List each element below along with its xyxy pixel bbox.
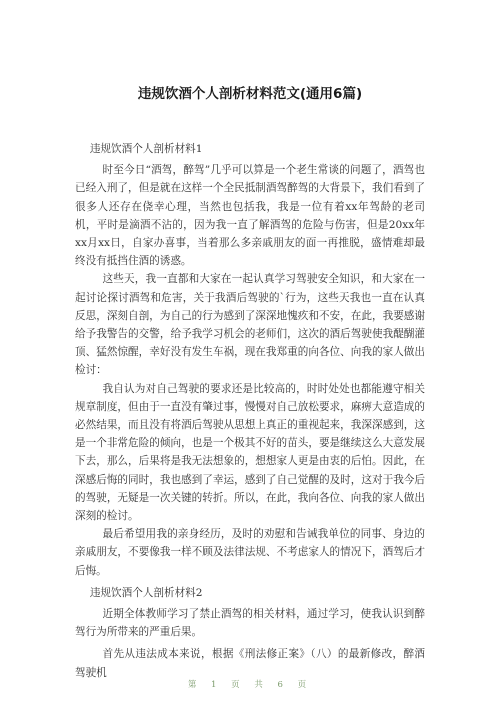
paragraph: 近期全体教师学习了禁止酒驾的相关材料，通过学习，使我认识到醉驾行为所带来的严重后果。 — [75, 608, 425, 639]
paragraph: 首先从违法成本来说，根据《刑法修正案》（八）的最新修改，醉酒驾驶机 — [75, 648, 425, 679]
paragraph: 最后希望用我的亲身经历，及时的劝慰和告诫我单位的同事、身边的亲戚朋友，不要像我一样不顾及法律法规、不考虑家人的情况下，酒驾后才后悔。 — [75, 528, 425, 577]
paragraph: 我自认为对自己驾驶的要求还是比较高的，时时处处也都能遵守相关规章制度，但由于一直没有肇过事，慢慢对自己放松要求，麻痹大意造成的必然结果，而且没有将酒后驾驶从思想上真正的重视起来，我深深感到，这是一个非常危险的倾向，也是一个极其不好的苗头，要是继续这么大意发展下去，那么，后果将是我无法想象的，想想家人更是由衷的后怕。因此，在深感后悔的同时，我也感到了幸运，感到了自己觉醒的及时，这对于我今后的驾驶，无疑是一次关键的转折。所以，在此，我向各位、向我的家人做出深刻的检讨。 — [75, 382, 425, 523]
section-heading-2: 违规饮酒个人剖析材料2 — [89, 586, 203, 599]
paragraph: 这些天，我一直都和大家在一起认真学习驾驶安全知识，和大家在一起讨论探讨酒驾和危害，关于我酒后驾驶的`行为，这些天我也一直在认真反思，深刻自剖，为自己的行为感到了深深地愧疚和不安，在此，我要感谢给予我警告的交警，给予我学习机会的老师们，这次的酒后驾驶使我醍醐灌顶、猛然惊醒，幸好没有发生车祸，现在我郑重的向各位、向我的家人做出检讨： — [75, 273, 425, 377]
document-title: 违规饮酒个人剖析材料范文(通用6篇) — [137, 86, 363, 102]
section-heading-1: 违规饮酒个人剖析材料1 — [89, 143, 203, 155]
document-body — [75, 140, 425, 682]
page-number: 第 1 页 共 6 页 — [187, 680, 313, 690]
paragraph: 时至今日“酒驾，醉驾”几乎可以算是一个老生常谈的问题了，酒驾也已经入刑了，但是就在这样一个全民抵制酒驾醉驾的大背景下，我们看到了很多人还存在侥幸心理，当然也包括我，我是一位有着xx年驾龄的老司机，平时是滴酒不沾的，因为我一直了解酒驾的危险与伤害，但是20xx年xx月xx日，自家办喜事，当着那么多亲戚朋友的面一再推脱，盛情难却最终没有抵挡住酒的诱惑。 — [75, 164, 425, 268]
